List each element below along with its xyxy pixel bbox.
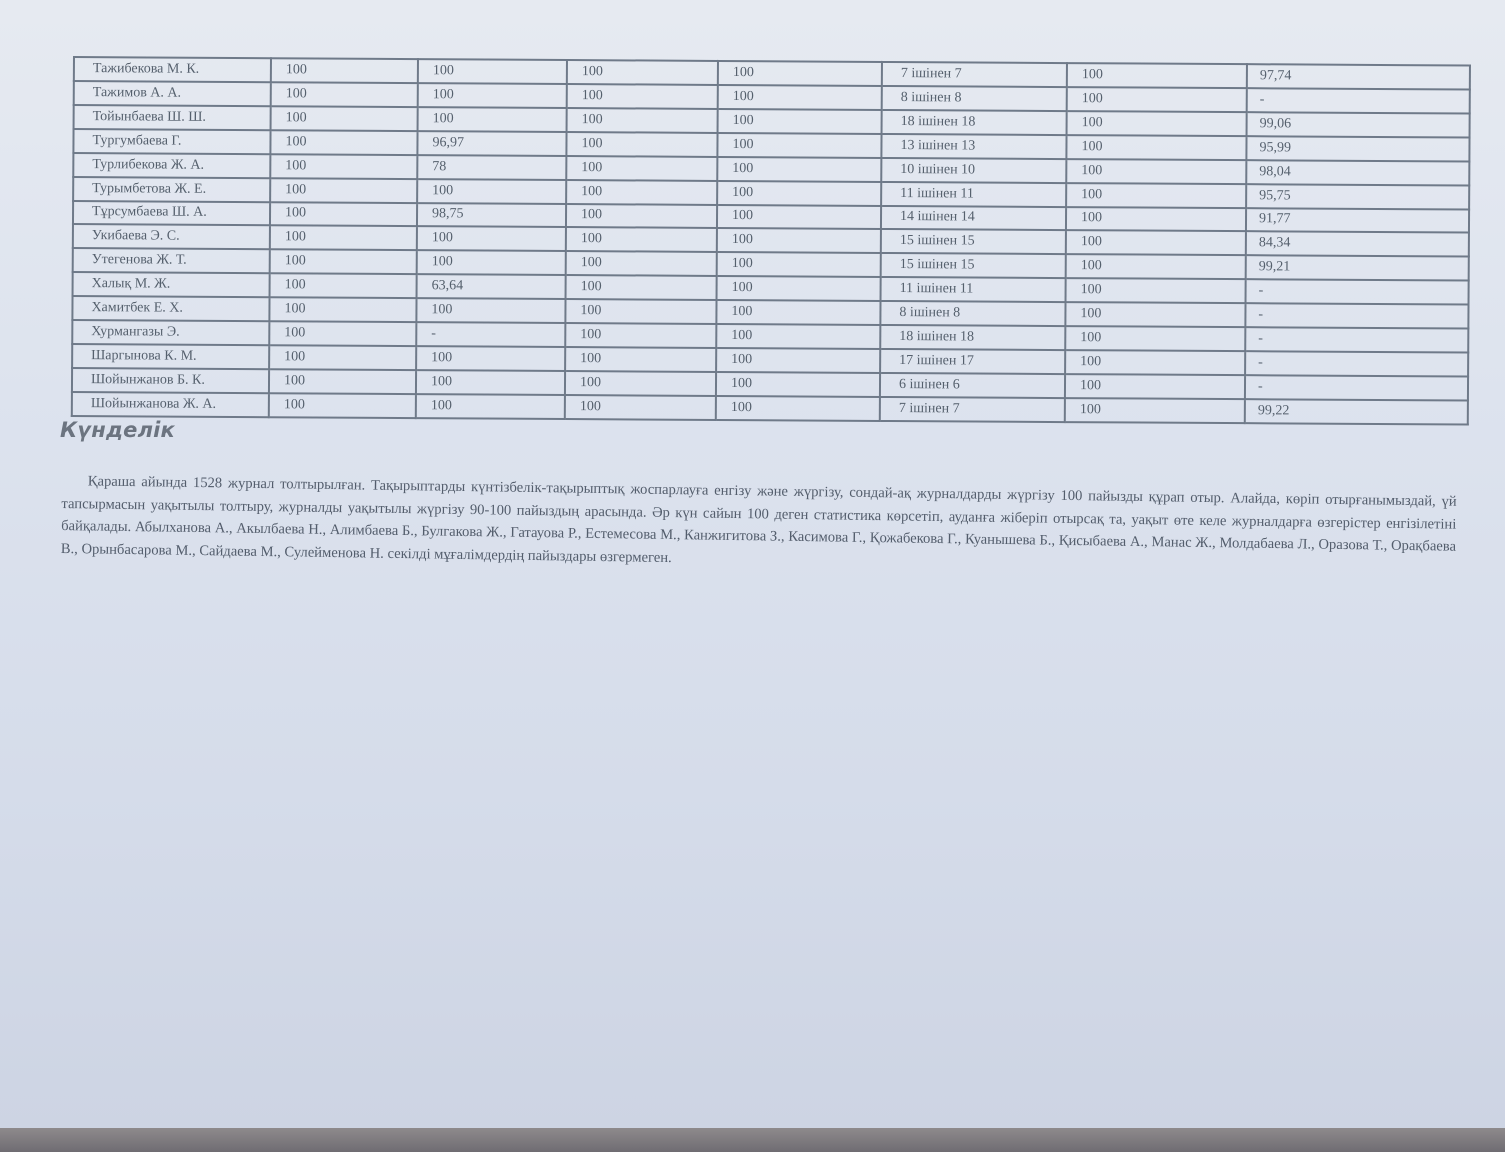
topics-count-cell: 7 ішінен 7 [880,397,1065,422]
value-cell: 100 [1066,231,1246,256]
value-cell: 100 [271,82,418,107]
value-cell: 100 [566,180,717,205]
value-cell: 100 [271,106,418,131]
value-cell: 100 [718,85,882,110]
value-cell: 100 [416,394,565,419]
value-cell: 100 [1066,254,1246,279]
value-cell: 100 [565,371,716,396]
teacher-name-cell: Тургумбаева Г. [73,129,270,154]
value-cell: 100 [716,324,880,349]
value-cell: 100 [416,370,565,395]
topics-count-cell: 14 ішінен 14 [881,205,1066,230]
value-cell: 100 [269,297,416,322]
value-cell: 100 [417,250,566,275]
value-cell: 100 [416,298,565,323]
value-cell: 100 [269,345,416,370]
value-cell: 100 [566,132,717,157]
value-cell: 100 [1067,87,1247,112]
topics-count-cell: 18 ішінен 18 [880,325,1065,350]
percent-cell: 84,34 [1246,232,1469,257]
value-cell: 100 [1066,278,1246,303]
value-cell: 100 [716,372,880,397]
teacher-name-cell: Тажимов А. А. [74,81,271,106]
teacher-name-cell: Шойынжанова Ж. А. [72,392,269,417]
teacher-name-cell: Шойынжанов Б. К. [72,368,269,393]
teacher-name-cell: Тойынбаева Ш. Ш. [74,105,271,130]
topics-count-cell: 13 ішінен 13 [881,134,1066,159]
topics-count-cell: 7 ішінен 7 [882,62,1067,87]
topics-count-cell: 10 ішінен 10 [881,158,1066,183]
value-cell: 100 [717,276,881,301]
value-cell: 100 [718,61,882,86]
value-cell: 100 [270,226,417,251]
topics-count-cell: 11 ішінен 11 [881,277,1066,302]
value-cell: 100 [417,227,566,252]
value-cell: - [416,322,565,347]
value-cell: 100 [270,274,417,299]
value-cell: 100 [418,59,567,84]
teacher-name-cell: Тұрсумбаева Ш. А. [73,201,270,226]
kundelik-logo: Күнделік [60,418,175,442]
topics-count-cell: 17 ішінен 17 [880,349,1065,374]
value-cell: 100 [717,228,881,253]
summary-text-block [61,470,1457,581]
teacher-name-cell: Утегенова Ж. Т. [73,248,270,273]
value-cell: 100 [1066,207,1246,232]
percent-cell: 97,74 [1247,64,1470,89]
value-cell: 100 [418,83,567,108]
value-cell: 100 [270,202,417,227]
percent-cell: 98,04 [1246,160,1469,185]
value-cell: 100 [270,154,417,179]
value-cell: 100 [716,348,880,373]
value-cell: 100 [416,346,565,371]
value-cell: 100 [1067,63,1247,88]
value-cell: 100 [1066,183,1246,208]
topics-count-cell: 8 ішінен 8 [880,301,1065,326]
value-cell: 100 [566,204,717,229]
value-cell: 100 [270,130,417,155]
value-cell: 100 [567,108,718,133]
percent-cell: 99,21 [1246,256,1469,281]
value-cell: 100 [566,227,717,252]
percent-cell: 99,06 [1247,112,1470,137]
value-cell: 100 [567,84,718,109]
value-cell: 100 [269,369,416,394]
value-cell: 100 [565,347,716,372]
percent-cell: - [1247,88,1470,113]
percent-cell: - [1245,303,1468,328]
topics-count-cell: 18 ішінен 18 [882,110,1067,135]
value-cell: 100 [716,300,880,325]
teacher-name-cell: Халық М. Ж. [73,272,270,297]
value-cell: 100 [1067,111,1247,136]
value-cell: 100 [565,299,716,324]
teacher-name-cell: Турымбетова Ж. Е. [73,177,270,202]
journal-table [71,56,1471,426]
topics-count-cell: 11 ішінен 11 [881,182,1066,207]
value-cell: 63,64 [417,274,566,299]
journal-table-container [71,56,1469,426]
topics-count-cell: 8 ішінен 8 [882,86,1067,111]
value-cell: 100 [270,250,417,275]
value-cell: 100 [566,275,717,300]
value-cell: 98,75 [417,203,566,228]
value-cell: 100 [565,323,716,348]
teacher-name-cell: Хамитбек Е. Х. [72,296,269,321]
journal-table-body [72,57,1470,425]
teacher-name-cell: Шаргынова К. М. [72,344,269,369]
value-cell: 100 [1065,374,1245,399]
value-cell: 78 [417,155,566,180]
value-cell: 100 [1065,350,1245,375]
value-cell: 100 [718,109,882,134]
value-cell: 100 [418,107,567,132]
value-cell: 100 [717,181,881,206]
desk-surface [0,1128,1505,1152]
percent-cell: - [1246,279,1469,304]
value-cell: 100 [566,251,717,276]
percent-cell: 95,99 [1246,136,1469,161]
percent-cell: 95,75 [1246,184,1469,209]
value-cell: 96,97 [417,131,566,156]
value-cell: 100 [566,156,717,181]
value-cell: 100 [269,393,416,418]
teacher-name-cell: Тажибекова М. К. [74,57,271,82]
percent-cell: 91,77 [1246,208,1469,233]
percent-cell: - [1245,327,1468,352]
value-cell: 100 [716,396,880,421]
value-cell: 100 [1066,135,1246,160]
topics-count-cell: 15 ішінен 15 [881,253,1066,278]
teacher-name-cell: Хурмангазы Э. [72,320,269,345]
teacher-name-cell: Укибаева Э. С. [73,224,270,249]
value-cell: 100 [270,178,417,203]
value-cell: 100 [271,58,418,83]
value-cell: 100 [269,321,416,346]
summary-paragraph: Қараша айында 1528 журнал толтырылған. Тақырыптарды күнтізбелік-тақырыптық жоспарлауға енгізу және жүргізу, сондай-ақ журналдарды жүргізу 100 пайызды құрап отыр. Алайда, көріп отырғанымыздай, үй тапсырмасын уақытылы толтыру, журналды уақытылы жүргізу 90-100 пайыздың арасында. Әр күн сайын 100 деген статистика көрсетіп, ауданға жіберіп отырсақ та, уақыт өте келе журналдарға өзгерістер енгізілетіні байқалады. Абылханова А., Акылбаева Н., Алимбаева Б., Булгакова Ж., Гатауова Р., Естемесова М., Канжигитова З., Касимова Г., Қожабекова Г., Куанышева Б., Қисыбаева А., Манас Ж., Молдабаева Л., Оразова Т., Орақбаева В., Орынбасарова М., Сайдаева М., Сулейменова Н. секілді мұғалімдердің пайыздары өзгермеген. [60,473,1457,566]
topics-count-cell: 15 ішінен 15 [881,229,1066,254]
value-cell: 100 [1066,159,1246,184]
percent-cell: - [1245,375,1468,400]
percent-cell: 99,22 [1245,399,1468,424]
value-cell: 100 [717,252,881,277]
value-cell: 100 [567,60,718,85]
value-cell: 100 [1065,326,1245,351]
value-cell: 100 [717,157,881,182]
value-cell: 100 [1065,302,1245,327]
teacher-name-cell: Турлибекова Ж. А. [73,153,270,178]
value-cell: 100 [565,395,716,420]
percent-cell: - [1245,351,1468,376]
value-cell: 100 [717,133,881,158]
value-cell: 100 [417,179,566,204]
topics-count-cell: 6 ішінен 6 [880,373,1065,398]
value-cell: 100 [1065,398,1245,423]
value-cell: 100 [717,204,881,229]
